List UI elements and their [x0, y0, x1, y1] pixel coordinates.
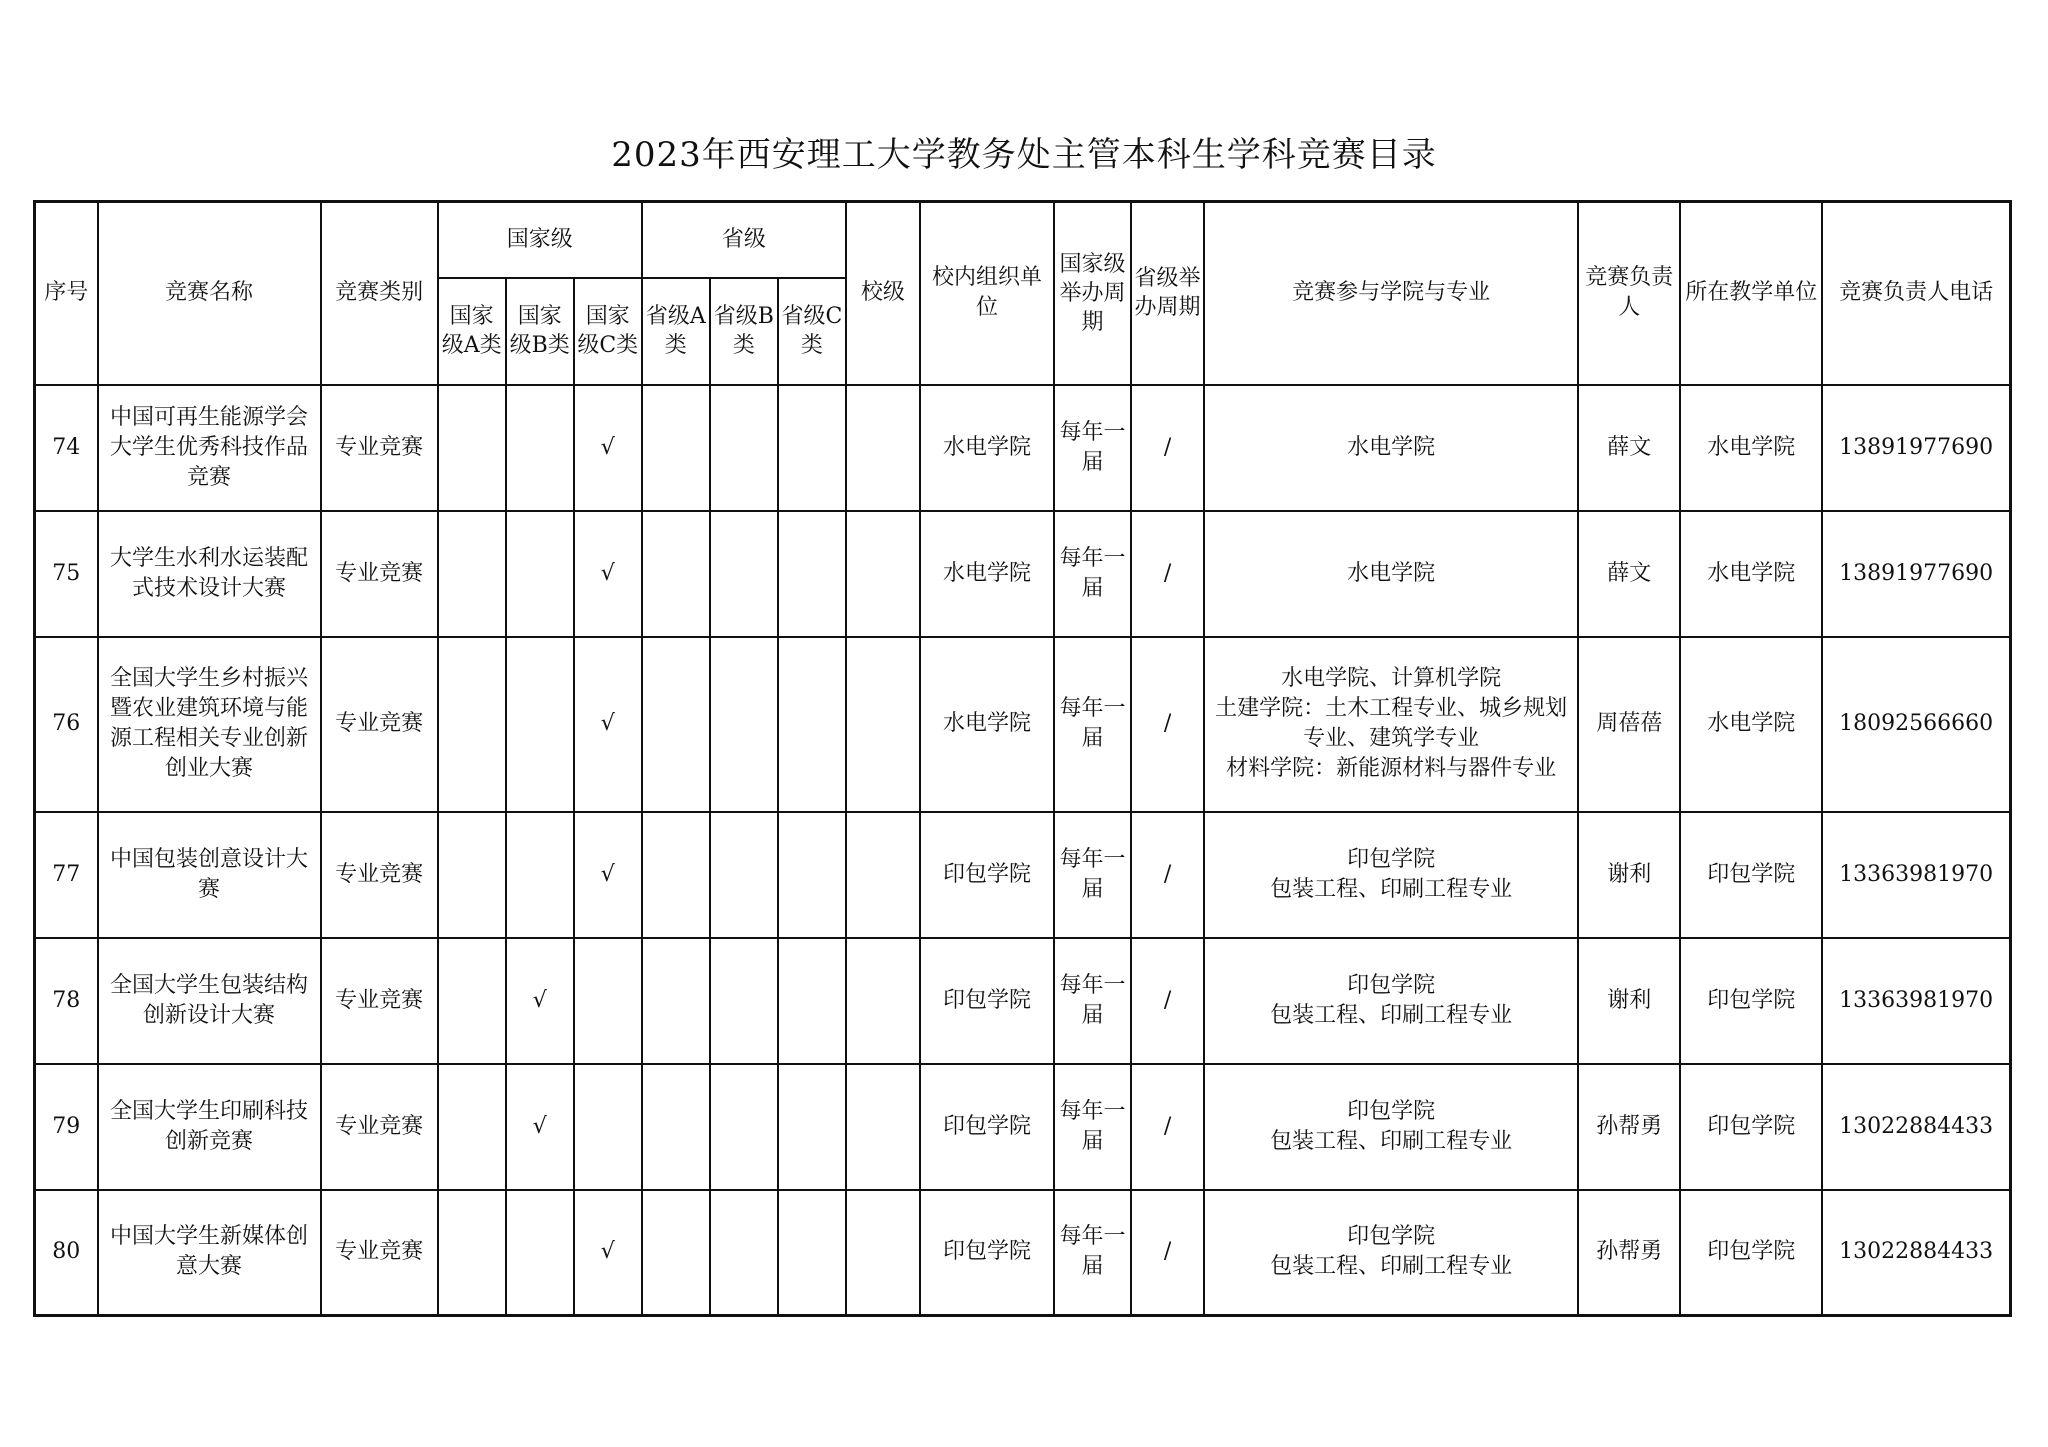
table-row: [35, 1064, 2011, 1190]
cell-category: 专业竞赛: [321, 637, 438, 812]
cell-phone: 13363981970: [1822, 938, 2010, 1064]
cell-national-a: [438, 812, 506, 938]
cell-provincial-a: [642, 812, 710, 938]
header-provincial-cycle: 省级举办周期: [1131, 202, 1204, 385]
header-provincial-b: 省级B类: [710, 278, 778, 385]
cell-national-b: [506, 812, 574, 938]
cell-unit: 水电学院: [1680, 637, 1822, 812]
cell-organizer: 水电学院: [920, 637, 1054, 812]
cell-national-a: [438, 1190, 506, 1316]
cell-provincial-a: [642, 1190, 710, 1316]
cell-participants: [1204, 812, 1578, 938]
cell-national-a: [438, 1064, 506, 1190]
cell-category: 专业竞赛: [321, 938, 438, 1064]
cell-national-cycle: 每年一届: [1054, 1190, 1131, 1316]
cell-provincial-cycle: /: [1131, 1190, 1204, 1316]
cell-participants: [1204, 1190, 1578, 1316]
header-provincial: 省级: [642, 202, 846, 278]
participant-line: 材料学院：新能源材料与器件专业: [1226, 756, 1557, 781]
table-row: [35, 812, 2011, 938]
cell-provincial-cycle: /: [1131, 637, 1204, 812]
cell-leader: 孙帮勇: [1578, 1064, 1680, 1190]
cell-school: [846, 812, 920, 938]
cell-phone: 13022884433: [1822, 1064, 2010, 1190]
header-provincial-a: 省级A类: [642, 278, 710, 385]
participant-line: 土建学院：土木工程专业、城乡规划专业、建筑学专业: [1215, 696, 1568, 751]
header-category: 竞赛类别: [321, 202, 438, 385]
cell-competition-name: 大学生水利水运装配式技术设计大赛: [98, 511, 321, 637]
cell-school: [846, 511, 920, 637]
cell-unit: 水电学院: [1680, 385, 1822, 511]
competition-table: [33, 200, 2012, 1317]
header-phone: 竞赛负责人电话: [1822, 202, 2010, 385]
cell-index: 78: [35, 938, 98, 1064]
participant-line: 水电学院: [1347, 434, 1436, 460]
cell-national-b: [506, 511, 574, 637]
cell-category: 专业竞赛: [321, 812, 438, 938]
cell-index: 80: [35, 1190, 98, 1316]
cell-national-b: √: [506, 1064, 574, 1190]
header-name: 竞赛名称: [98, 202, 321, 385]
cell-organizer: 印包学院: [920, 938, 1054, 1064]
cell-provincial-a: [642, 1064, 710, 1190]
header-organizer: 校内组织单位: [920, 202, 1054, 385]
cell-national-cycle: 每年一届: [1054, 812, 1131, 938]
cell-provincial-b: [710, 385, 778, 511]
cell-national-cycle: 每年一届: [1054, 511, 1131, 637]
cell-competition-name: 全国大学生乡村振兴暨农业建筑环境与能源工程相关专业创新创业大赛: [98, 637, 321, 812]
cell-national-b: [506, 637, 574, 812]
cell-provincial-cycle: /: [1131, 511, 1204, 637]
cell-phone: 13363981970: [1822, 812, 2010, 938]
cell-index: 76: [35, 637, 98, 812]
participant-line: 包装工程、印刷工程专业: [1270, 1128, 1513, 1154]
cell-organizer: 印包学院: [920, 812, 1054, 938]
header-unit: 所在教学单位: [1680, 202, 1822, 385]
participant-line: 印包学院: [1347, 1098, 1436, 1124]
cell-unit: 印包学院: [1680, 812, 1822, 938]
header-index: 序号: [35, 202, 98, 385]
cell-school: [846, 385, 920, 511]
participant-line: 包装工程、印刷工程专业: [1270, 876, 1513, 902]
cell-national-c: √: [574, 385, 642, 511]
cell-organizer: 水电学院: [920, 385, 1054, 511]
cell-unit: 印包学院: [1680, 938, 1822, 1064]
cell-competition-name: 中国包装创意设计大赛: [98, 812, 321, 938]
cell-participants: [1204, 637, 1578, 812]
cell-participants: [1204, 938, 1578, 1064]
cell-school: [846, 637, 920, 812]
cell-school: [846, 938, 920, 1064]
cell-provincial-b: [710, 1190, 778, 1316]
cell-leader: 周蓓蓓: [1578, 637, 1680, 812]
cell-unit: 印包学院: [1680, 1190, 1822, 1316]
cell-provincial-a: [642, 637, 710, 812]
cell-provincial-c: [778, 385, 846, 511]
cell-national-cycle: 每年一届: [1054, 938, 1131, 1064]
cell-leader: 孙帮勇: [1578, 1190, 1680, 1316]
header-leader: 竞赛负责人: [1578, 202, 1680, 385]
cell-national-b: [506, 1190, 574, 1316]
cell-national-a: [438, 938, 506, 1064]
table-row: [35, 1190, 2011, 1316]
cell-provincial-b: [710, 938, 778, 1064]
participant-line: 水电学院: [1347, 560, 1436, 586]
cell-leader: 谢利: [1578, 938, 1680, 1064]
page-title: 2023年西安理工大学教务处主管本科生学科竞赛目录: [611, 135, 1437, 175]
cell-provincial-c: [778, 938, 846, 1064]
header-national-b: 国家级B类: [506, 278, 574, 385]
cell-index: 74: [35, 385, 98, 511]
cell-leader: 谢利: [1578, 812, 1680, 938]
header-participants: 竞赛参与学院与专业: [1204, 202, 1578, 385]
cell-phone: 13891977690: [1822, 385, 2010, 511]
cell-provincial-cycle: /: [1131, 938, 1204, 1064]
cell-national-c: √: [574, 637, 642, 812]
table-body: [35, 385, 2011, 1316]
cell-provincial-a: [642, 938, 710, 1064]
cell-provincial-a: [642, 385, 710, 511]
cell-provincial-b: [710, 1064, 778, 1190]
cell-category: 专业竞赛: [321, 511, 438, 637]
cell-national-b: √: [506, 938, 574, 1064]
cell-national-a: [438, 511, 506, 637]
participant-line: 包装工程、印刷工程专业: [1270, 1002, 1513, 1028]
cell-national-b: [506, 385, 574, 511]
cell-phone: 18092566660: [1822, 637, 2010, 812]
cell-provincial-a: [642, 511, 710, 637]
cell-unit: 印包学院: [1680, 1064, 1822, 1190]
cell-category: 专业竞赛: [321, 1190, 438, 1316]
header-school: 校级: [846, 202, 920, 385]
table-row: [35, 511, 2011, 637]
cell-provincial-cycle: /: [1131, 1064, 1204, 1190]
cell-participants: [1204, 511, 1578, 637]
cell-national-c: [574, 1064, 642, 1190]
cell-organizer: 水电学院: [920, 511, 1054, 637]
cell-index: 75: [35, 511, 98, 637]
cell-participants: [1204, 1064, 1578, 1190]
cell-index: 77: [35, 812, 98, 938]
cell-phone: 13022884433: [1822, 1190, 2010, 1316]
table-row: [35, 938, 2011, 1064]
participant-line: 印包学院: [1347, 846, 1436, 872]
header-national-cycle: 国家级举办周期: [1054, 202, 1131, 385]
header-national-c: 国家级C类: [574, 278, 642, 385]
cell-provincial-c: [778, 637, 846, 812]
cell-provincial-b: [710, 812, 778, 938]
table-row: [35, 637, 2011, 812]
cell-provincial-b: [710, 637, 778, 812]
participant-line: 印包学院: [1347, 972, 1436, 998]
header-national-a: 国家级A类: [438, 278, 506, 385]
cell-leader: 薛文: [1578, 385, 1680, 511]
cell-national-c: √: [574, 1190, 642, 1316]
cell-school: [846, 1190, 920, 1316]
cell-provincial-c: [778, 511, 846, 637]
header-national: 国家级: [438, 202, 642, 278]
cell-competition-name: 中国可再生能源学会大学生优秀科技作品竞赛: [98, 385, 321, 511]
cell-national-c: [574, 938, 642, 1064]
cell-provincial-cycle: /: [1131, 385, 1204, 511]
cell-unit: 水电学院: [1680, 511, 1822, 637]
table-row: [35, 385, 2011, 511]
participant-line: 水电学院、计算机学院: [1281, 666, 1502, 691]
participant-line: 印包学院: [1347, 1224, 1436, 1250]
header-provincial-c: 省级C类: [778, 278, 846, 385]
cell-organizer: 印包学院: [920, 1190, 1054, 1316]
cell-school: [846, 1064, 920, 1190]
cell-national-c: √: [574, 511, 642, 637]
cell-national-c: √: [574, 812, 642, 938]
cell-national-a: [438, 637, 506, 812]
cell-phone: 13891977690: [1822, 511, 2010, 637]
cell-competition-name: 中国大学生新媒体创意大赛: [98, 1190, 321, 1316]
cell-category: 专业竞赛: [321, 1064, 438, 1190]
cell-provincial-c: [778, 1190, 846, 1316]
cell-provincial-b: [710, 511, 778, 637]
cell-category: 专业竞赛: [321, 385, 438, 511]
cell-national-cycle: 每年一届: [1054, 1064, 1131, 1190]
cell-provincial-c: [778, 812, 846, 938]
cell-competition-name: 全国大学生包装结构创新设计大赛: [98, 938, 321, 1064]
cell-national-a: [438, 385, 506, 511]
cell-leader: 薛文: [1578, 511, 1680, 637]
cell-participants: [1204, 385, 1578, 511]
cell-national-cycle: 每年一届: [1054, 385, 1131, 511]
cell-index: 79: [35, 1064, 98, 1190]
cell-competition-name: 全国大学生印刷科技创新竞赛: [98, 1064, 321, 1190]
cell-provincial-c: [778, 1064, 846, 1190]
cell-national-cycle: 每年一届: [1054, 637, 1131, 812]
participant-line: 包装工程、印刷工程专业: [1270, 1254, 1513, 1280]
cell-provincial-cycle: /: [1131, 812, 1204, 938]
cell-organizer: 印包学院: [920, 1064, 1054, 1190]
